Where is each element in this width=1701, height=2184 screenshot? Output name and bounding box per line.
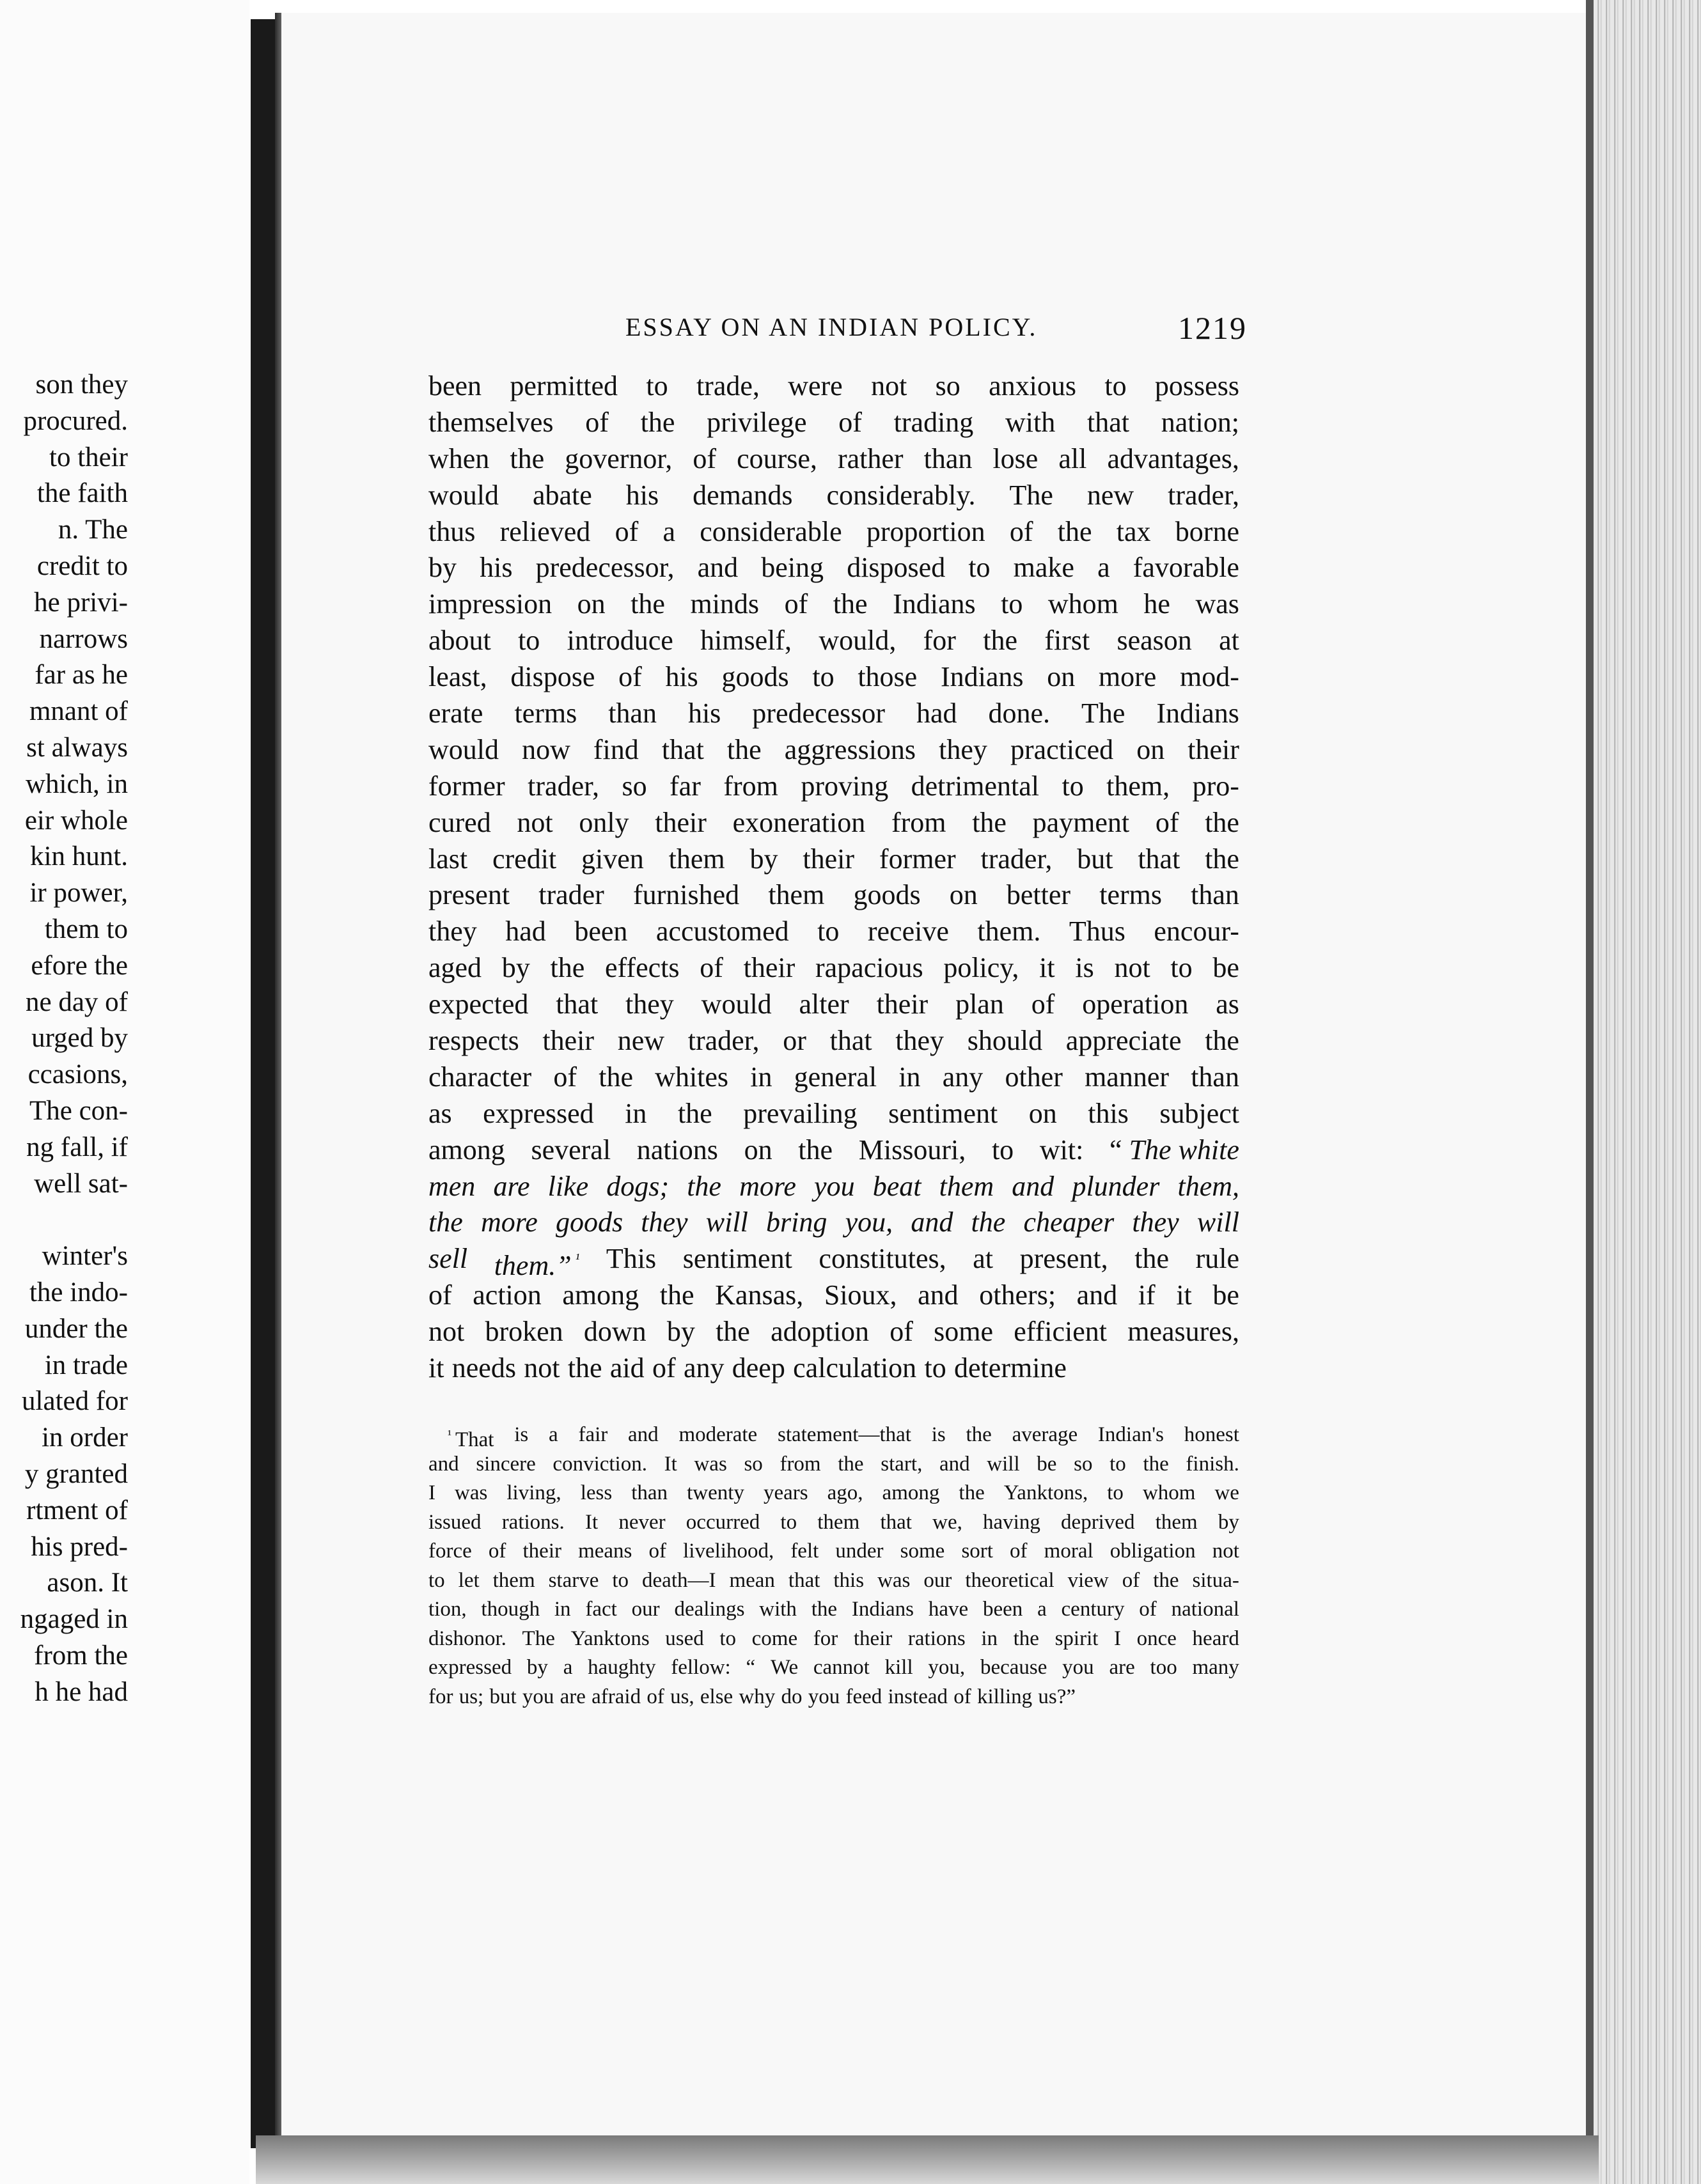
left-page-line [0,1202,128,1238]
left-page-line: credit to [36,550,128,581]
body-line: by his predecessor, and being disposed to make a favorable [428,552,1239,584]
left-page-line: mnant of [29,696,128,727]
left-page-line: ngaged in [20,1604,128,1635]
left-page-line: in trade [44,1350,128,1380]
left-page-line: them to [44,914,128,944]
footnote-line: dishonor. The Yanktons used to come for their rations in the spirit I once heard [428,1626,1239,1650]
left-page-line: ng fall, if [26,1132,128,1162]
footnote-line: to let them starve to death—I mean that this was our theoretical view of the situa- [428,1568,1239,1592]
footnote-line: I was living, less than twenty years ago, among the Yanktons, to whom we [428,1481,1239,1504]
body-line: expected that they would alter their plan of operation as [428,988,1239,1020]
left-page-line: well sat- [34,1168,128,1199]
body-line: present trader furnished them goods on better terms than [428,879,1239,911]
footnote-line: force of their means of livelihood, felt under some sort of moral obligation not [428,1540,1239,1563]
body-line: former trader, so far from proving detrimental to them, pro- [428,770,1239,802]
left-page-line: eir whole [24,805,128,836]
left-page-line: n. The [58,515,128,545]
left-page-line: under the [24,1313,128,1344]
footnote-reference: ¹ [575,1251,580,1267]
body-line: not broken down by the adoption of some efficient measures, [428,1316,1239,1348]
left-page-line: from the [34,1640,128,1671]
footnote-line: expressed by a haughty fellow: “ We cannot kill you, because you are too many [428,1656,1239,1679]
left-page-line: st always [26,732,128,763]
page-number: 1219 [1178,310,1247,346]
body-text [428,368,1239,1387]
body-line: thus relieved of a considerable proportion of the tax borne [428,515,1239,547]
body-line: as expressed in the prevailing sentiment on this subject [428,1097,1239,1129]
left-page-line: urged by [31,1023,128,1054]
left-page-text [0,367,128,1710]
footnote-marker: ¹ [448,1428,451,1442]
left-page-line: the faith [36,478,128,509]
footnote [428,1421,1239,1712]
left-page-line: y granted [24,1458,128,1489]
left-page-line: ulated for [22,1386,128,1417]
body-line: respects their new trader, or that they should appreciate the [428,1025,1239,1057]
body-line: least, dispose of his goods to those Indians on more mod- [428,661,1239,693]
body-line: about to introduce himself, would, for the first season at [428,625,1239,657]
body-line: the more goods they will bring you, and the cheaper they will [428,1206,1239,1238]
body-line: when the governor, of course, rather than lose all advantages, [428,442,1239,474]
body-line: it needs not the aid of any deep calculation to determine [428,1352,1067,1384]
left-page-line: ir power, [29,878,128,909]
left-page-line: winter's [42,1241,128,1272]
left-page-line: he privi- [34,587,128,618]
left-page-line: ason. It [47,1568,128,1598]
body-line: themselves of the privilege of trading with that nation; [428,406,1239,438]
footnote-line: issued rations. It never occurred to them that we, having deprived them by [428,1510,1239,1534]
body-line: aged by the effects of their rapacious policy, it is not to be [428,952,1239,984]
left-page-line: efore the [31,950,128,981]
left-page-line: h he had [35,1676,128,1707]
body-line: character of the whites in general in any other manner than [428,1061,1239,1093]
body-line: men are like dogs; the more you beat them and plunder them, [428,1170,1239,1202]
left-page-line: rtment of [26,1495,128,1525]
running-head-title: ESSAY ON AN INDIAN POLICY. [625,313,1038,341]
left-page-line: ne day of [26,987,128,1017]
left-page-line: son they [35,370,128,400]
body-line: been permitted to trade, were not so anxious to possess [428,370,1239,402]
left-page-line: his pred- [31,1531,128,1562]
left-page-line: to their [49,442,128,472]
body-line: erate terms than his predecessor had done. The Indians [428,698,1239,729]
body-line: cured not only their exoneration from the payment of the [428,806,1239,838]
left-page-line: The con- [29,1095,128,1126]
left-page-line: kin hunt. [30,841,128,872]
body-line: would abate his demands considerably. The new trader, [428,479,1239,511]
left-page-line: far as he [35,660,128,690]
body-line: among several nations on the Missouri, to wit: “ The white [428,1134,1239,1166]
footnote-line: tion, though in fact our dealings with the Indians have been a century of national [428,1598,1239,1621]
left-page-line: in order [42,1423,128,1453]
footnote-line: and sincere conviction. It was so from the start, and will be so to the finish. [428,1452,1239,1476]
body-line: would now find that the aggressions they practiced on their [428,733,1239,765]
body-line: impression on the minds of the Indians to whom he was [428,588,1239,620]
body-line: last credit given them by their former trader, but that the [428,843,1239,875]
left-page-line: narrows [39,623,128,654]
left-page-line: ccasions, [27,1059,128,1090]
footnote-line: for us; but you are afraid of us, else why do you feed instead of killing us?” [428,1685,1076,1708]
left-page-line: which, in [25,768,128,799]
footnote-line: $^{^1}$ That is a fair and moderate statement—that is the average Indian's honest [448,1423,1239,1451]
running-head [625,312,1701,342]
body-line: they had been accustomed to receive them. Thus encour- [428,916,1239,948]
body-line: sell them.” $^{^1}$ This sentiment constitutes, at present, the rule [428,1243,1239,1282]
body-line: of action among the Kansas, Sioux, and others; and if it be [428,1279,1239,1311]
bottom-shadow [256,2135,1599,2184]
left-page-line: procured. [23,405,128,436]
left-page-line: the indo- [29,1277,128,1307]
